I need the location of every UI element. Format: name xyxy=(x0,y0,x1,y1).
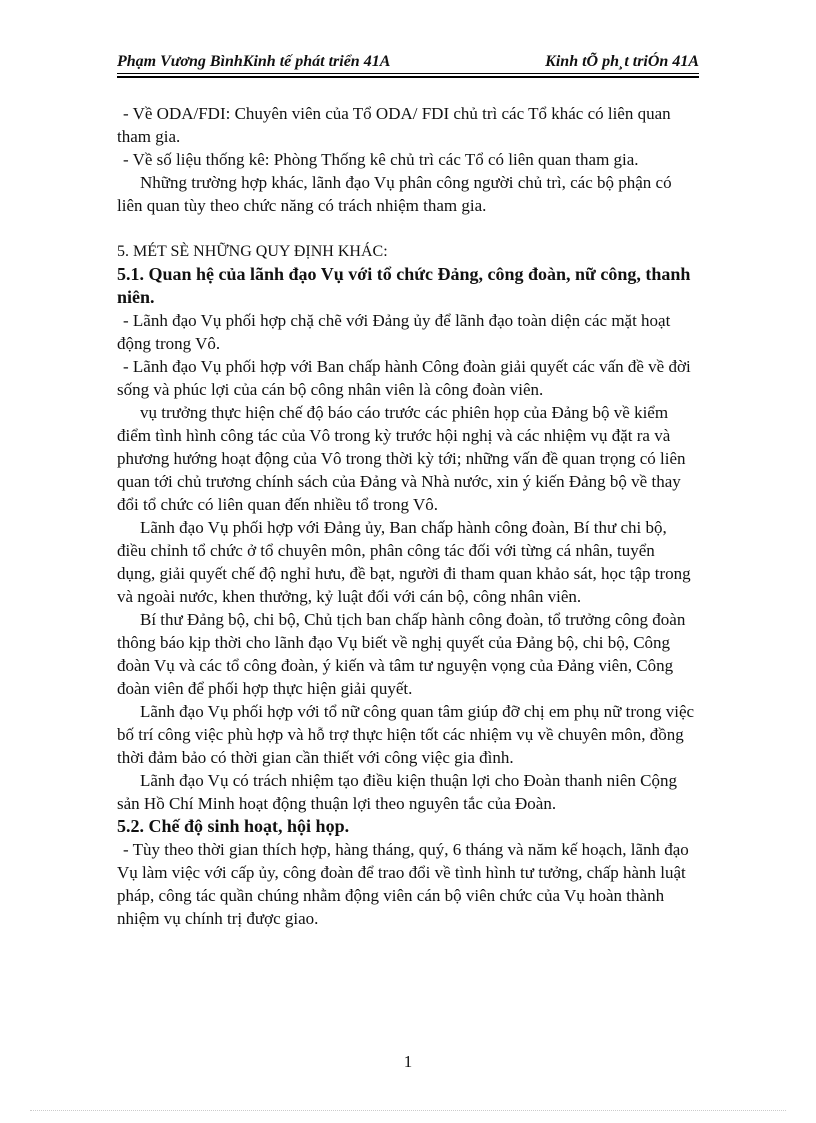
paragraph-party-secretary: Bí thư Đảng bộ, chi bộ, Chủ tịch ban chấp hành công đoàn, tổ trưởng công đoàn thông báo kịp thời cho lãnh đạo Vụ biết về nghị quyết của Đảng bộ, chi bộ, Công đoàn Vụ và các tổ công đoàn, ý kiến và tâm tư nguyện vọng của Đảng viên, Công đoàn viên để phối hợp thực hiện giải quyết. xyxy=(117,610,686,698)
paragraph-youth-union: Lãnh đạo Vụ có trách nhiệm tạo điều kiện thuận lợi cho Đoàn thanh niên Cộng sản Hồ Chí Minh hoạt động thuận lợi theo nguyên tắc của Đoàn. xyxy=(117,771,677,813)
spacer xyxy=(117,217,697,240)
header-rule-thick xyxy=(117,76,699,78)
header-course: Kinh tÕ ph¸t triÓn 41A xyxy=(545,53,699,70)
header-rule-thin xyxy=(117,73,699,74)
paragraph-meetings: - Tùy theo thời gian thích hợp, hàng tháng, quý, 6 tháng và năm kế hoạch, lãnh đạo Vụ làm việc với cấp ủy, công đoàn để trao đổi về tình hình tư tưởng, chấp hành luật pháp, công tác quần chúng nhằm động viên cán bộ viên chức của Vụ hoàn thành nhiệm vụ chính trị được giao. xyxy=(117,840,689,928)
page-bottom-divider xyxy=(30,1110,786,1111)
paragraph-women-group: Lãnh đạo Vụ phối hợp với tổ nữ công quan tâm giúp đỡ chị em phụ nữ trong việc bố trí công việc phù hợp và hỗ trợ thực hiện tốt các nhiệm vụ về chuyên môn, đồng thời đảm bảo có thời gian cần thiết với công việc gia đình. xyxy=(117,702,695,767)
paragraph-other-cases: Những trường hợp khác, lãnh đạo Vụ phân công người chủ trì, các bộ phận có liên quan tùy theo chức năng có trách nhiệm tham gia. xyxy=(117,173,672,215)
subsection-heading-5-1: 5.1. Quan hệ của lãnh đạo Vụ với tổ chức Đảng, công đoàn, nữ công, thanh niên. xyxy=(117,264,691,307)
header-author-course: Phạm Vương BìnhKinh tế phát triển 41A xyxy=(117,53,391,70)
paragraph-trade-union: - Lãnh đạo Vụ phối hợp với Ban chấp hành Công đoàn giải quyết các vấn đề về đời sống và phúc lợi của cán bộ công nhân viên là công đoàn viên. xyxy=(117,357,691,399)
paragraph-statistics: - Về số liệu thống kê: Phòng Thống kê chủ trì các Tổ có liên quan tham gia. xyxy=(123,150,639,169)
paragraph-party-committee: - Lãnh đạo Vụ phối hợp chặ chẽ với Đảng ủy để lãnh đạo toàn diện các mặt hoạt động trong Vô. xyxy=(117,311,671,353)
paragraph-personnel-coordination: Lãnh đạo Vụ phối hợp với Đảng ủy, Ban chấp hành công đoàn, Bí thư chi bộ, điều chỉnh tổ chức ở tổ chuyên môn, phân công tác đối với từng cá nhân, tuyển dụng, giải quyết chế độ nghỉ hưu, đề bạt, người đi tham quan khảo sát, học tập trong và ngoài nước, khen thưởng, kỷ luật đối với cán bộ, công nhân viên. xyxy=(117,518,691,606)
subsection-heading-5-2: 5.2. Chế độ sinh hoạt, hội họp. xyxy=(117,816,350,836)
page-header xyxy=(117,50,699,76)
page-number: 1 xyxy=(403,1052,413,1071)
paragraph-director-reporting: vụ trưởng thực hiện chế độ báo cáo trước các phiên họp của Đảng bộ về kiểm điểm tình hình công tác của Vô trong kỳ trước hội nghị và các nhiệm vụ đặt ra và phương hướng hoạt động của Vô trong thời kỳ tới; những vấn đề quan trọng có liên quan tới chủ trương chính sách của Đảng và Nhà nước, xin ý kiến Đảng bộ về thay đổi tổ chức có liên quan đến nhiều tổ trong Vô. xyxy=(117,403,686,514)
paragraph-oda-fdi: - Về ODA/FDI: Chuyên viên của Tổ ODA/ FDI chủ trì các Tổ khác có liên quan tham gia. xyxy=(117,104,671,146)
section-heading: 5. MÉT SÈ NHỮNG QUY ĐỊNH KHÁC: xyxy=(117,243,388,260)
document-body xyxy=(117,102,697,930)
